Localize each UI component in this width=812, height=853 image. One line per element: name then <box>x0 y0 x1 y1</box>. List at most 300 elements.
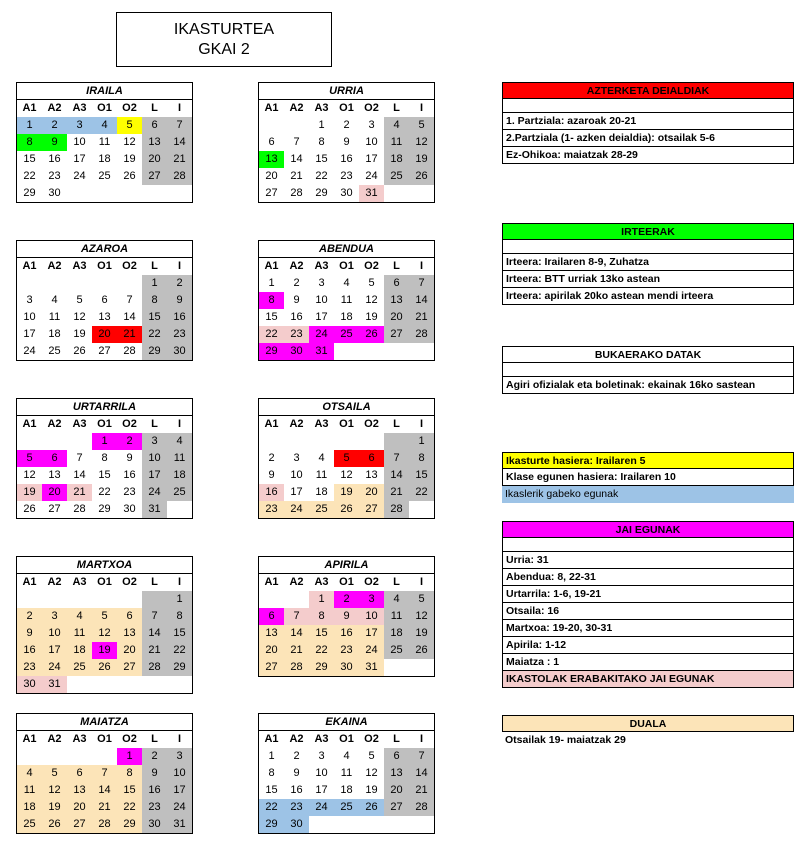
legend-bukaerako-header: BUKAERAKO DATAK <box>502 346 794 363</box>
legend-jai-header: JAI EGUNAK <box>502 521 794 538</box>
day-cell: 16 <box>48 153 61 165</box>
week-row <box>17 151 192 168</box>
week-row <box>259 748 434 765</box>
day-cell: 29 <box>142 343 167 360</box>
week-row <box>259 799 434 816</box>
day-cell: 4 <box>343 750 350 762</box>
day-cell: 5 <box>17 450 42 467</box>
day-cell: 6 <box>142 117 167 134</box>
day-cell: 19 <box>409 625 434 642</box>
day-cell: 31 <box>359 659 384 676</box>
day-cell: 9 <box>142 765 167 782</box>
day-cell: 23 <box>334 642 359 659</box>
week-row <box>259 450 434 467</box>
day-cell: 20 <box>265 170 278 182</box>
day-cell: 6 <box>384 748 409 765</box>
day-cell: 2 <box>293 277 300 289</box>
day-cell: 5 <box>334 450 359 467</box>
weekday-label: A1 <box>264 102 279 114</box>
day-cell: 7 <box>409 275 434 292</box>
day-cell: 6 <box>42 450 67 467</box>
legend-blank-row <box>502 363 794 377</box>
day-cell: 16 <box>17 642 42 659</box>
calendar-title: MAIATZA <box>17 714 192 731</box>
legend-azterketa-header: AZTERKETA DEIALDIAK <box>502 82 794 99</box>
day-cell: 2 <box>42 117 67 134</box>
day-cell: 27 <box>384 326 409 343</box>
day-cell: 27 <box>67 816 92 833</box>
week-row <box>17 748 192 765</box>
day-cell: 1 <box>309 591 334 608</box>
day-cell: 21 <box>409 309 434 326</box>
weekday-label: L <box>393 260 400 272</box>
legend-irteerak <box>502 223 794 305</box>
calendar-urtarrila <box>16 398 193 519</box>
day-cell: 9 <box>293 767 300 779</box>
calendar-iraila <box>16 82 193 203</box>
day-cell: 2 <box>167 275 192 292</box>
legend-line: 2.Partziala (1- azken deialdia): otsailak 5-6 <box>502 130 794 147</box>
day-cell <box>67 591 92 608</box>
day-cell <box>92 275 117 292</box>
day-cell: 22 <box>315 170 328 182</box>
day-cell: 9 <box>343 136 350 148</box>
day-cell <box>17 275 42 292</box>
weekday-label: A1 <box>264 260 279 272</box>
day-cell: 9 <box>17 625 42 642</box>
week-row <box>17 275 192 292</box>
page-title: IKASTURTEA <box>173 21 275 38</box>
weekday-label: A2 <box>47 102 62 114</box>
legend-hasiera <box>502 452 794 503</box>
weekday-label: O1 <box>339 102 354 114</box>
day-cell: 20 <box>67 799 92 816</box>
day-cell: 5 <box>368 750 375 762</box>
weekday-label: A3 <box>314 418 329 430</box>
day-cell <box>384 816 409 833</box>
weekday-label: O2 <box>364 418 379 430</box>
day-cell: 25 <box>67 659 92 676</box>
calendar-otsaila <box>258 398 435 519</box>
day-cell <box>409 501 434 518</box>
day-cell: 19 <box>365 311 378 323</box>
day-cell: 29 <box>117 816 142 833</box>
day-cell <box>117 275 142 292</box>
day-cell: 23 <box>340 170 353 182</box>
weekday-label: O1 <box>97 733 112 745</box>
week-row <box>17 642 192 659</box>
day-cell <box>42 275 67 292</box>
day-cell: 9 <box>42 134 67 151</box>
weekday-label: A2 <box>289 418 304 430</box>
day-cell: 6 <box>259 608 284 625</box>
day-cell: 15 <box>265 311 278 323</box>
day-cell: 26 <box>42 816 67 833</box>
weekday-label: O2 <box>364 260 379 272</box>
week-row <box>17 467 192 484</box>
weekday-label: O2 <box>122 733 137 745</box>
day-cell: 11 <box>67 625 92 642</box>
week-row <box>17 625 192 642</box>
day-cell: 22 <box>167 642 192 659</box>
day-cell: 21 <box>142 642 167 659</box>
week-row <box>17 816 192 833</box>
weekday-label: A3 <box>72 102 87 114</box>
day-cell: 18 <box>315 486 328 498</box>
day-cell: 7 <box>284 608 309 625</box>
day-cell: 20 <box>359 484 384 501</box>
day-cell: 29 <box>309 659 334 676</box>
day-cell: 18 <box>67 642 92 659</box>
week-row <box>17 326 192 343</box>
calendar-ekaina <box>258 713 435 834</box>
day-cell: 14 <box>409 292 434 309</box>
calendar-title: ABENDUA <box>259 241 434 258</box>
weekday-label: I <box>177 576 182 588</box>
day-cell: 10 <box>73 136 86 148</box>
day-cell: 6 <box>359 450 384 467</box>
legend-line: Ez-Ohikoa: maiatzak 28-29 <box>502 147 794 164</box>
day-cell: 7 <box>384 450 409 467</box>
day-cell: 31 <box>309 343 334 360</box>
day-cell: 23 <box>167 326 192 343</box>
weekday-label: A1 <box>22 418 37 430</box>
day-cell <box>92 591 117 608</box>
day-cell: 2 <box>293 750 300 762</box>
day-cell: 13 <box>142 134 167 151</box>
legend-line: IKASTOLAK ERABAKITAKO JAI EGUNAK <box>502 671 794 688</box>
day-cell: 14 <box>92 782 117 799</box>
week-row <box>259 309 434 326</box>
day-cell <box>17 591 42 608</box>
day-cell: 16 <box>290 784 303 796</box>
day-cell: 6 <box>101 294 108 306</box>
weekday-label: A3 <box>72 733 87 745</box>
weekday-label: A3 <box>72 418 87 430</box>
day-cell: 11 <box>384 608 409 625</box>
weekday-label: O2 <box>364 102 379 114</box>
day-cell: 7 <box>293 136 300 148</box>
calendar-title: EKAINA <box>259 714 434 731</box>
week-row <box>259 765 434 782</box>
day-cell: 20 <box>142 151 167 168</box>
day-cell: 19 <box>73 328 86 340</box>
week-row <box>259 433 434 450</box>
day-cell: 28 <box>384 501 409 518</box>
legend-duala <box>502 715 794 749</box>
day-cell <box>359 433 384 450</box>
day-cell: 4 <box>384 591 409 608</box>
day-cell: 7 <box>142 608 167 625</box>
day-cell: 9 <box>334 608 359 625</box>
weekday-label: O1 <box>97 260 112 272</box>
day-cell <box>384 659 409 676</box>
week-row <box>259 484 434 501</box>
week-row <box>259 292 434 309</box>
day-cell <box>334 433 359 450</box>
day-cell: 12 <box>23 469 36 481</box>
day-cell: 17 <box>290 486 303 498</box>
legend-irteerak-header: IRTEERAK <box>502 223 794 240</box>
day-cell: 16 <box>340 153 353 165</box>
day-cell: 1 <box>409 433 434 450</box>
day-cell: 27 <box>384 799 409 816</box>
weekday-label: A3 <box>72 260 87 272</box>
day-cell <box>67 748 92 765</box>
legend-duala-header: DUALA <box>502 715 794 732</box>
day-cell: 15 <box>315 153 328 165</box>
day-cell: 11 <box>167 450 192 467</box>
day-cell: 16 <box>142 782 167 799</box>
legend-line: Martxoa: 19-20, 30-31 <box>502 620 794 637</box>
weekday-label: O1 <box>339 733 354 745</box>
day-cell: 15 <box>117 782 142 799</box>
day-cell: 13 <box>259 151 284 168</box>
day-cell: 3 <box>318 750 325 762</box>
day-cell <box>42 591 67 608</box>
calendar-title: IRAILA <box>17 83 192 100</box>
weekday-header-row <box>259 416 434 433</box>
day-cell <box>259 117 284 134</box>
day-cell <box>409 816 434 833</box>
day-cell: 30 <box>284 343 309 360</box>
day-cell: 9 <box>268 469 275 481</box>
day-cell: 8 <box>318 136 325 148</box>
day-cell: 26 <box>409 642 434 659</box>
day-cell: 12 <box>365 767 378 779</box>
day-cell <box>409 343 434 360</box>
day-cell <box>92 676 117 693</box>
day-cell: 2 <box>142 748 167 765</box>
weekday-label: A1 <box>264 733 279 745</box>
calendar-apirila <box>258 556 435 677</box>
day-cell: 12 <box>409 608 434 625</box>
calendar-title: APIRILA <box>259 557 434 574</box>
day-cell: 21 <box>167 151 192 168</box>
legend-line: Irteera: Irailaren 8-9, Zuhatza <box>502 254 794 271</box>
weekday-label: A1 <box>22 260 37 272</box>
week-row <box>17 309 192 326</box>
day-cell: 17 <box>23 328 36 340</box>
day-cell <box>284 591 309 608</box>
day-cell <box>142 676 167 693</box>
day-cell: 3 <box>368 119 375 131</box>
day-cell: 7 <box>92 765 117 782</box>
weekday-label: O1 <box>339 260 354 272</box>
day-cell: 13 <box>384 765 409 782</box>
day-cell: 13 <box>259 625 284 642</box>
day-cell: 29 <box>259 816 284 833</box>
day-cell: 30 <box>123 503 136 515</box>
page-subtitle: GKAI 2 <box>198 41 250 58</box>
day-cell: 31 <box>42 676 67 693</box>
day-cell <box>142 591 167 608</box>
week-row <box>17 484 192 501</box>
day-cell: 20 <box>92 326 117 343</box>
day-cell <box>384 433 409 450</box>
day-cell: 8 <box>409 450 434 467</box>
day-cell <box>117 591 142 608</box>
day-cell: 10 <box>167 765 192 782</box>
day-cell <box>117 185 142 202</box>
day-cell: 18 <box>17 799 42 816</box>
day-cell: 25 <box>384 168 409 185</box>
day-cell: 14 <box>290 153 303 165</box>
day-cell: 13 <box>384 292 409 309</box>
legend-line: Ikaslerik gabeko egunak <box>502 486 794 503</box>
weekday-label: A2 <box>47 733 62 745</box>
day-cell: 4 <box>318 452 325 464</box>
day-cell: 24 <box>309 326 334 343</box>
day-cell: 16 <box>167 309 192 326</box>
day-cell: 11 <box>315 469 328 481</box>
day-cell: 8 <box>117 765 142 782</box>
day-cell <box>409 659 434 676</box>
day-cell: 31 <box>142 501 167 518</box>
day-cell: 28 <box>409 799 434 816</box>
calendar-martxoa <box>16 556 193 694</box>
day-cell: 25 <box>167 484 192 501</box>
day-cell: 4 <box>51 294 58 306</box>
day-cell: 29 <box>98 503 111 515</box>
day-cell: 11 <box>384 134 409 151</box>
day-cell <box>92 748 117 765</box>
day-cell: 19 <box>334 484 359 501</box>
weekday-header-row <box>17 416 192 433</box>
day-cell: 24 <box>309 799 334 816</box>
day-cell: 18 <box>384 625 409 642</box>
day-cell: 24 <box>73 170 86 182</box>
week-row <box>17 782 192 799</box>
day-cell: 5 <box>42 765 67 782</box>
day-cell: 9 <box>167 292 192 309</box>
day-cell: 5 <box>368 277 375 289</box>
week-row <box>17 185 192 202</box>
day-cell: 12 <box>73 311 86 323</box>
day-cell: 3 <box>318 277 325 289</box>
weekday-label: O2 <box>122 418 137 430</box>
day-cell: 30 <box>17 676 42 693</box>
weekday-label: L <box>151 260 158 272</box>
calendar-title: URRIA <box>259 83 434 100</box>
day-cell <box>142 185 167 202</box>
day-cell: 17 <box>142 467 167 484</box>
day-cell: 7 <box>126 294 133 306</box>
day-cell: 5 <box>409 591 434 608</box>
day-cell: 26 <box>123 170 136 182</box>
calendar-title: MARTXOA <box>17 557 192 574</box>
day-cell: 3 <box>359 591 384 608</box>
weekday-label: A3 <box>314 733 329 745</box>
day-cell: 27 <box>259 659 284 676</box>
day-cell: 22 <box>23 170 36 182</box>
day-cell: 6 <box>67 765 92 782</box>
day-cell <box>167 676 192 693</box>
day-cell: 1 <box>17 117 42 134</box>
day-cell <box>309 816 334 833</box>
weekday-header-row <box>17 731 192 748</box>
week-row <box>259 117 434 134</box>
weekday-label: A2 <box>47 260 62 272</box>
day-cell: 13 <box>98 311 111 323</box>
day-cell: 17 <box>365 153 378 165</box>
weekday-label: L <box>151 576 158 588</box>
weekday-label: I <box>419 260 424 272</box>
day-cell <box>67 275 92 292</box>
legend-blank-row <box>502 99 794 113</box>
week-row <box>259 625 434 642</box>
calendar-title: AZAROA <box>17 241 192 258</box>
weekday-label: L <box>151 102 158 114</box>
day-cell: 10 <box>290 469 303 481</box>
day-cell: 28 <box>92 816 117 833</box>
day-cell: 25 <box>334 799 359 816</box>
weekday-header-row <box>259 258 434 275</box>
day-cell: 2 <box>343 119 350 131</box>
day-cell: 12 <box>92 625 117 642</box>
day-cell <box>67 185 92 202</box>
day-cell: 10 <box>315 294 328 306</box>
day-cell: 4 <box>167 433 192 450</box>
day-cell: 24 <box>23 345 36 357</box>
day-cell: 23 <box>284 799 309 816</box>
day-cell: 20 <box>384 309 409 326</box>
weekday-label: A1 <box>264 418 279 430</box>
day-cell: 24 <box>359 642 384 659</box>
day-cell: 31 <box>167 816 192 833</box>
day-cell: 3 <box>42 608 67 625</box>
day-cell <box>359 343 384 360</box>
day-cell: 14 <box>142 625 167 642</box>
weekday-label: L <box>393 418 400 430</box>
weekday-header-row <box>17 574 192 591</box>
day-cell: 10 <box>359 608 384 625</box>
week-row <box>259 168 434 185</box>
weekday-label: A1 <box>22 102 37 114</box>
day-cell: 6 <box>117 608 142 625</box>
legend-line: Urria: 31 <box>502 552 794 569</box>
legend-line: Abendua: 8, 22-31 <box>502 569 794 586</box>
day-cell: 11 <box>48 311 61 323</box>
day-cell: 21 <box>290 170 303 182</box>
week-row <box>17 433 192 450</box>
day-cell: 22 <box>98 486 111 498</box>
calendar-abendua <box>258 240 435 361</box>
day-cell <box>334 343 359 360</box>
day-cell: 19 <box>365 784 378 796</box>
day-cell: 6 <box>384 275 409 292</box>
weekday-label: L <box>393 576 400 588</box>
day-cell: 8 <box>309 608 334 625</box>
day-cell <box>259 591 284 608</box>
weekday-label: L <box>393 102 400 114</box>
week-row <box>17 608 192 625</box>
day-cell: 28 <box>73 503 86 515</box>
day-cell: 4 <box>67 608 92 625</box>
weekday-label: O1 <box>339 576 354 588</box>
week-row <box>259 591 434 608</box>
weekday-label: I <box>419 733 424 745</box>
day-cell: 12 <box>340 469 353 481</box>
day-cell: 4 <box>92 117 117 134</box>
week-row <box>259 642 434 659</box>
day-cell: 19 <box>123 153 136 165</box>
day-cell: 5 <box>92 608 117 625</box>
day-cell: 8 <box>268 767 275 779</box>
day-cell: 14 <box>123 311 136 323</box>
day-cell: 22 <box>409 484 434 501</box>
day-cell <box>42 433 67 450</box>
